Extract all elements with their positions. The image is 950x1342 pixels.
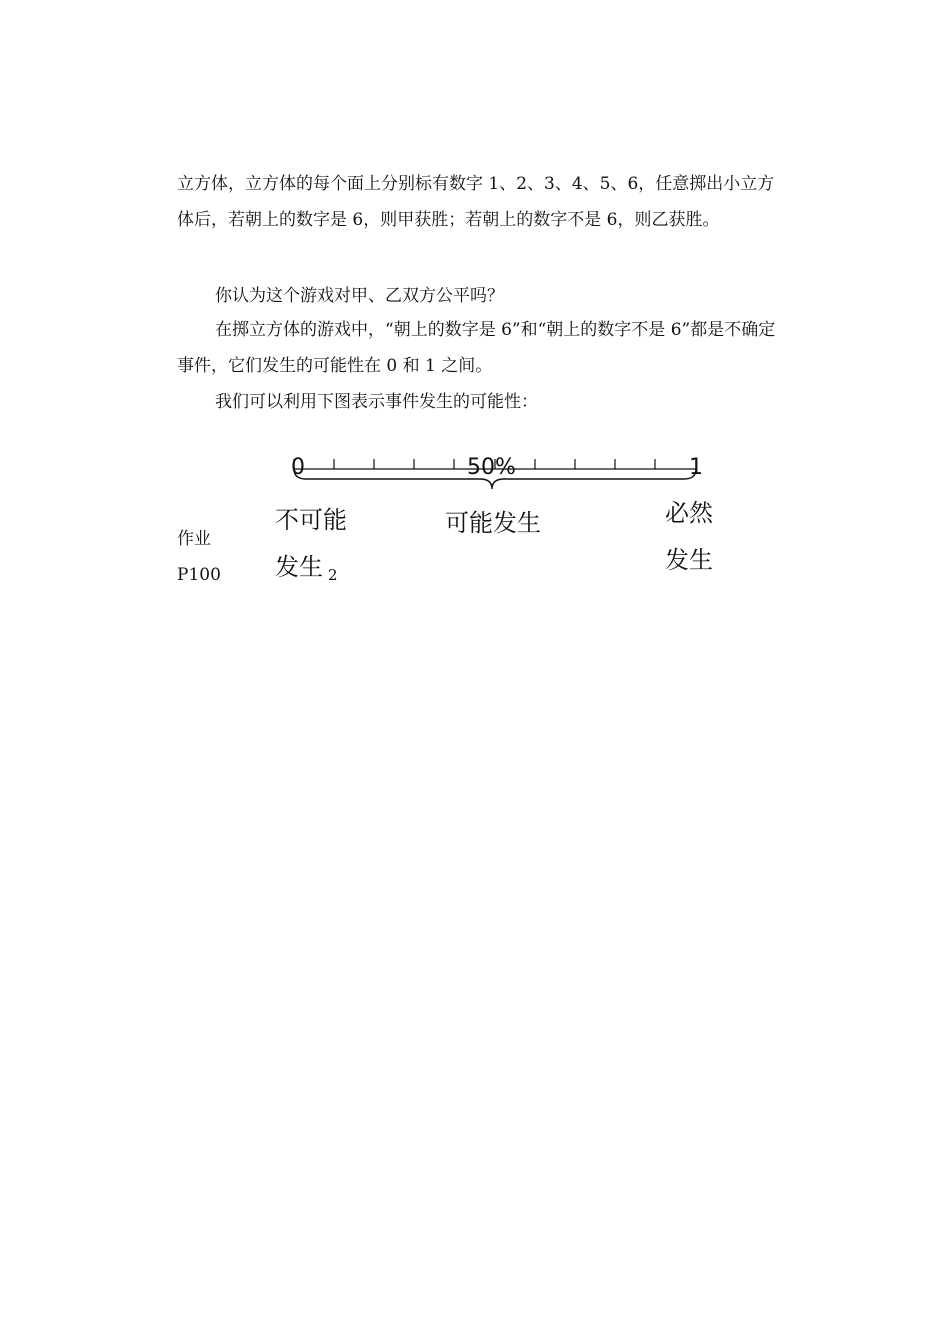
fairness-question: 你认为这个游戏对甲、乙双方公平吗？ — [215, 286, 504, 306]
uncertain-events-explanation: 在掷立方体的游戏中，“朝上的数字是 6”和“朝上的数字不是 6”都是不确定事件，它们发生的可能性在 0 和 1 之间。 — [177, 320, 776, 376]
diagram-intro: 我们可以利用下图表示事件发生的可能性： — [215, 392, 538, 412]
possible-label: 可能发生 — [445, 509, 541, 537]
line-end-label: 1 — [689, 455, 703, 480]
certain-label-line1: 必然 — [665, 499, 713, 527]
line-middle-label: 50% — [467, 455, 516, 480]
homework-title: 作业 — [177, 529, 211, 549]
homework-exercise-number: 2 — [328, 566, 338, 584]
impossible-label-line2: 发生 — [275, 553, 323, 581]
impossible-label-line1: 不可能 — [275, 506, 347, 534]
line-start-label: 0 — [291, 455, 305, 480]
homework-page: P100 — [177, 565, 221, 585]
certain-label-line2: 发生 — [665, 546, 713, 574]
intro-paragraph: 立方体，立方体的每个面上分别标有数字 1、2、3、4、5、6，任意掷出小立方体后，若朝上的数字是 6，则甲获胜；若朝上的数字不是 6，则乙获胜。 — [177, 174, 775, 230]
